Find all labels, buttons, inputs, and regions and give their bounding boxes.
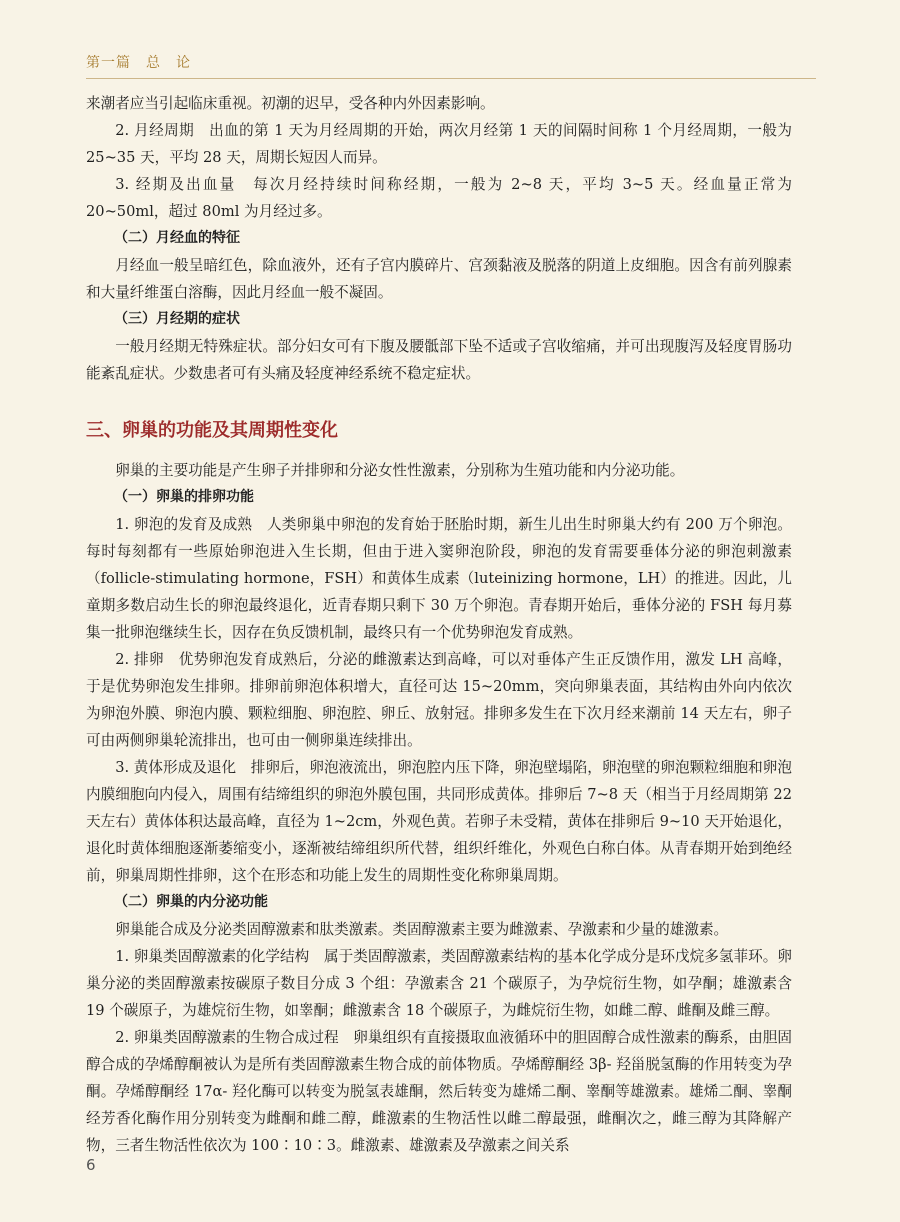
paragraph: 卵巢的主要功能是产生卵子并排卵和分泌女性性激素，分别称为生殖功能和内分泌功能。 [115, 462, 685, 479]
paragraph: 2. 排卵 优势卵泡发育成熟后，分泌的雌激素达到高峰，可以对垂体产生正反馈作用，激发 LH 高峰，于是优势卵泡发生排卵。排卵前卵泡体积增大，直径可达 15~20mm，突向卵巢表面，其结构由外向内依次为卵泡外膜、卵泡内膜、颗粒细胞、卵泡腔、卵丘、放射冠。排卵多发生在下次月经来潮前 14 天左右，卵子可由两侧卵巢轮流排出，也可由一侧卵巢连续排出。 [86, 651, 792, 749]
paragraph: 3. 经期及出血量 每次月经持续时间称经期，一般为 2~8 天，平均 3~5 天。经血量正常为 20~50ml，超过 80ml 为月经过多。 [86, 176, 792, 220]
paragraph: 2. 卵巢类固醇激素的生物合成过程 卵巢组织有直接摄取血液循环中的胆固醇合成性激素的酶系，由胆固醇合成的孕烯醇酮被认为是所有类固醇激素生物合成的前体物质。孕烯醇酮经 3β- 羟甾脱氢酶的作用转变为孕酮。孕烯醇酮经 17α- 羟化酶可以转变为脱氢表雄酮，然后转变为雄烯二酮、睾酮等雄激素。雄烯二酮、睾酮经芳香化酶作用分别转变为雌酮和雌二醇，雌激素的生物活性以雌二醇最强，雌酮次之，雌三醇为其降解产物，三者生物活性依次为 100∶10∶3。雌激素、雄激素及孕激素之间关系 [86, 1029, 792, 1154]
page-number: 6 [86, 1156, 96, 1174]
paragraph: 1. 卵巢类固醇激素的化学结构 属于类固醇激素，类固醇激素结构的基本化学成分是环戊烷多氢菲环。卵巢分泌的类固醇激素按碳原子数目分成 3 个组：孕激素含 21 个碳原子，为孕烷衍生物，如孕酮；雄激素含 19 个碳原子，为雄烷衍生物，如睾酮；雌激素含 18 个碳原子，为雌烷衍生物，如雌二醇、雌酮及雌三醇。 [86, 948, 792, 1019]
paragraph: 1. 卵泡的发育及成熟 人类卵巢中卵泡的发育始于胚胎时期，新生儿出生时卵巢大约有 200 万个卵泡。每时每刻都有一些原始卵泡进入生长期，但由于进入窦卵泡阶段，卵泡的发育需要垂体分泌的卵泡刺激素（follicle-stimulating hormone，FSH）和黄体生成素（luteinizing hormone，LH）的推进。因此，儿童期多数启动生长的卵泡最终退化，近青春期只剩下 30 万个卵泡。青春期开始后，垂体分泌的 FSH 每月募集一批卵泡继续生长，因存在负反馈机制，最终只有一个优势卵泡发育成熟。 [86, 516, 792, 641]
paragraph: 月经血一般呈暗红色，除血液外，还有子宫内膜碎片、宫颈黏液及脱落的阴道上皮细胞。因含有前列腺素和大量纤维蛋白溶酶，因此月经血一般不凝固。 [86, 257, 792, 301]
subheading: （一）卵巢的排卵功能 [114, 489, 254, 505]
paragraph: 一般月经期无特殊症状。部分妇女可有下腹及腰骶部下坠不适或子宫收缩痛，并可出现腹泻及轻度胃肠功能紊乱症状。少数患者可有头痛及轻度神经系统不稳定症状。 [86, 338, 792, 382]
header-divider [86, 78, 816, 79]
page-body [86, 90, 792, 1159]
subheading: （三）月经期的症状 [114, 311, 240, 327]
paragraph: 来潮者应当引起临床重视。初潮的迟早，受各种内外因素影响。 [86, 95, 495, 112]
subheading: （二）卵巢的内分泌功能 [114, 894, 268, 910]
running-header: 第一篇 总 论 [86, 55, 191, 71]
section-heading: 三、卵巢的功能及其周期性变化 [86, 420, 338, 441]
paragraph: 3. 黄体形成及退化 排卵后，卵泡液流出，卵泡腔内压下降，卵泡壁塌陷，卵泡壁的卵泡颗粒细胞和卵泡内膜细胞向内侵入，周围有结缔组织的卵泡外膜包围，共同形成黄体。排卵后 7~8 天（相当于月经周期第 22 天左右）黄体体积达最高峰，直径为 1~2cm，外观色黄。若卵子未受精，黄体在排卵后 9~10 天开始退化，退化时黄体细胞逐渐萎缩变小，逐渐被结缔组织所代替，组织纤维化，外观色白称白体。从青春期开始到绝经前，卵巢周期性排卵，这个在形态和功能上发生的周期性变化称卵巢周期。 [86, 759, 792, 884]
subheading: （二）月经血的特征 [114, 230, 240, 246]
paragraph: 卵巢能合成及分泌类固醇激素和肽类激素。类固醇激素主要为雌激素、孕激素和少量的雄激素。 [115, 921, 729, 938]
paragraph: 2. 月经周期 出血的第 1 天为月经周期的开始，两次月经第 1 天的间隔时间称 1 个月经周期，一般为 25~35 天，平均 28 天，周期长短因人而异。 [86, 122, 792, 166]
